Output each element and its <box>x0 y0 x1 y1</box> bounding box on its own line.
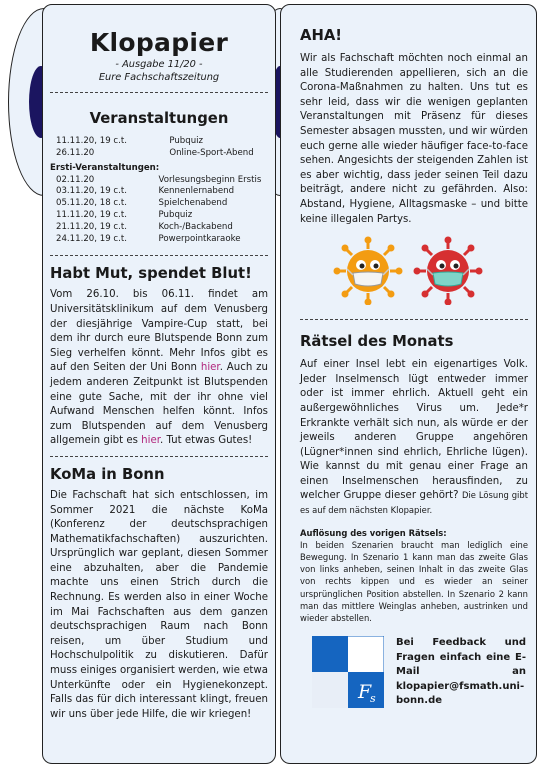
event-name: Online-Sport-Abend <box>169 147 254 158</box>
newspaper-tagline: Eure Fachschaftszeitung <box>98 72 220 83</box>
solution-text: In beiden Szenarien braucht man lediglich eine Bewegung. In Szenario 1 kann man das zweite Glas von links anheben, seinen Inhalt in das zweite Glas von rechts kippen und es wieder an seiner ursprünglichen Position abstellen. In Szenario 2 kann man das mittlere Weinglas anheben, austrinken und wieder abstellen. <box>300 539 528 624</box>
aha-heading: AHA! <box>300 27 343 44</box>
event-row <box>50 175 268 187</box>
koma-text: Die Fachschaft hat sich entschlossen, im Sommer 2021 die nächste KoMa (Konferenz der deutschsprachigen Mathematikfachschaften) auszurichten. Ursprünglich war geplant, diesen Sommer eine abzuhalten, aber die Pandemie machte uns einen Strich durch die Rechnung. Es werden also in einer Woche im Mai Fachschaften aus dem ganzen deutschsprachigen Raum nach Bonn reisen, um über Studium und Hochschulpolitik zu diskutieren. Dafür muss einiges organisiert werden, wie etwa Unterkünfte oder ein Hygienekonzept. Falls das für dich interessant klingt, freuen wir uns über jede Hilfe, die wir kriegen! <box>50 489 268 720</box>
aha-text: Wir als Fachschaft möchten noch einmal an alle Studierenden appellieren, sich an die Corona-Maßnahmen zu halten. Uns tut es sehr leid, dass wir die wenigen geplanten Veranstaltungen mit Präsenz für dieses Semester absagen mussten, und wir würden euch gerne alle wieder häufiger face-to-face sehen. Angesichts der steigenden Zahlen ist es aber wichtig, dass jeder seinen Teil dazu beiträgt, andere nicht zu gefährden. Also: Abstand, Hygiene, Alltagsmaske – und bitte keine illegalen Partys. <box>300 53 528 225</box>
event-row <box>50 222 268 234</box>
blood-text-part: Vom 26.10. bis 06.11. findet am Universitätsklinikum auf dem Venusberg der diesjährige Vampire-Cup statt, bei dem ihr durch eure Blutspende Bonn zum Sieg verhelfen könnt. Mehr Infos gibt es auf den Seiten der Uni Bonn <box>50 289 268 374</box>
event-row <box>50 234 268 246</box>
event-date: 26.11.20 <box>56 147 95 158</box>
event-date: 03.11.20, 19 c.t. <box>56 186 127 197</box>
event-row <box>50 136 268 148</box>
blood-donation-text <box>50 288 268 449</box>
event-name: Pubquiz <box>158 209 193 220</box>
event-date: 11.11.20, 19 c.t. <box>56 209 127 220</box>
blood-info-link[interactable]: hier <box>200 362 220 374</box>
feedback-text: Bei Feedback und Fragen einfach eine E-Mail an klopapier@fsmath.uni-bonn.de <box>396 637 526 707</box>
newspaper-title: Klopapier <box>89 28 229 57</box>
events-table <box>50 136 268 160</box>
blood-text-part: . Auch zu jedem anderen Zeitpunkt ist Blutspenden eine gute Sache, mit der ihr ohne viel Aufwand Menschen helfen könnt. Infos zum Blutspenden auf dem Venusberg allgemein gibt es <box>50 362 268 447</box>
event-row <box>50 186 268 198</box>
solution-heading-text: Auflösung des vorigen Rätsels <box>300 527 444 538</box>
svg-text:F: F <box>358 681 372 704</box>
event-name: Kennenlernabend <box>158 186 235 197</box>
event-name: Vorlesungsbeginn Erstis <box>158 174 262 185</box>
event-row <box>50 210 268 222</box>
issue-label: - Ausgabe 11/20 - <box>115 59 203 70</box>
right-column <box>300 22 528 711</box>
ersti-events-table <box>50 175 268 246</box>
svg-text:s: s <box>370 692 376 706</box>
fachschaft-logo <box>312 636 384 708</box>
solution-heading: Auflösung des vorigen Rätsels: <box>300 527 447 538</box>
left-column <box>50 22 268 722</box>
puzzle-text <box>300 358 528 519</box>
virus-illustration <box>300 235 528 305</box>
blood-text-part: . Tut etwas Gutes! <box>159 435 253 447</box>
event-name: Koch-/Backabend <box>158 221 233 232</box>
event-date: 05.11.20, 18 c.t. <box>56 198 127 209</box>
event-date: 24.11.20, 19 c.t. <box>56 233 127 244</box>
divider <box>50 92 268 93</box>
divider <box>50 456 268 457</box>
event-name: Pubquiz <box>169 136 204 146</box>
masked-virus-icon <box>300 235 528 305</box>
koma-heading: KoMa in Bonn <box>50 465 165 483</box>
blood-venusberg-link[interactable]: hier <box>141 435 160 447</box>
divider <box>50 255 268 256</box>
divider <box>300 319 528 320</box>
previous-solution <box>300 527 528 625</box>
event-name: Spielchenabend <box>158 198 228 209</box>
events-heading: Veranstaltungen <box>89 110 229 127</box>
feedback-box <box>300 636 528 711</box>
event-row <box>50 198 268 210</box>
puzzle-heading: Rätsel des Monats <box>300 333 454 351</box>
event-date: 21.11.20, 19 c.t. <box>56 221 127 232</box>
event-name: Powerpointkaraoke <box>158 233 241 244</box>
ersti-events-heading: Ersti-Veranstaltungen: <box>50 162 160 173</box>
puzzle-solution-note: Die Lösung gibt es auf dem nächsten Klopapier. <box>300 490 528 516</box>
event-date: 02.11.20 <box>56 174 95 185</box>
event-date: 11.11.20, 19 c.t. <box>56 136 127 146</box>
puzzle-question: Auf einer Insel lebt ein eigenartiges Volk. Jeder Inselmensch lügt entweder immer oder ist immer ehrlich. Aktuell geht ein außergewöhnliches Virus um. Jede*r Erkrankte verhält sich nun, als würde er der jeweils anderen Gruppe angehören (Lügner*innen sind ehrlich, Ehrliche lügen). Wie kannst du mit genau einer Frage an einen Inselmenschen herausfinden, zu welcher Gruppe dieser gehört? <box>300 359 528 502</box>
event-row <box>50 148 268 160</box>
blood-donation-heading: Habt Mut, spendet Blut! <box>50 265 252 283</box>
